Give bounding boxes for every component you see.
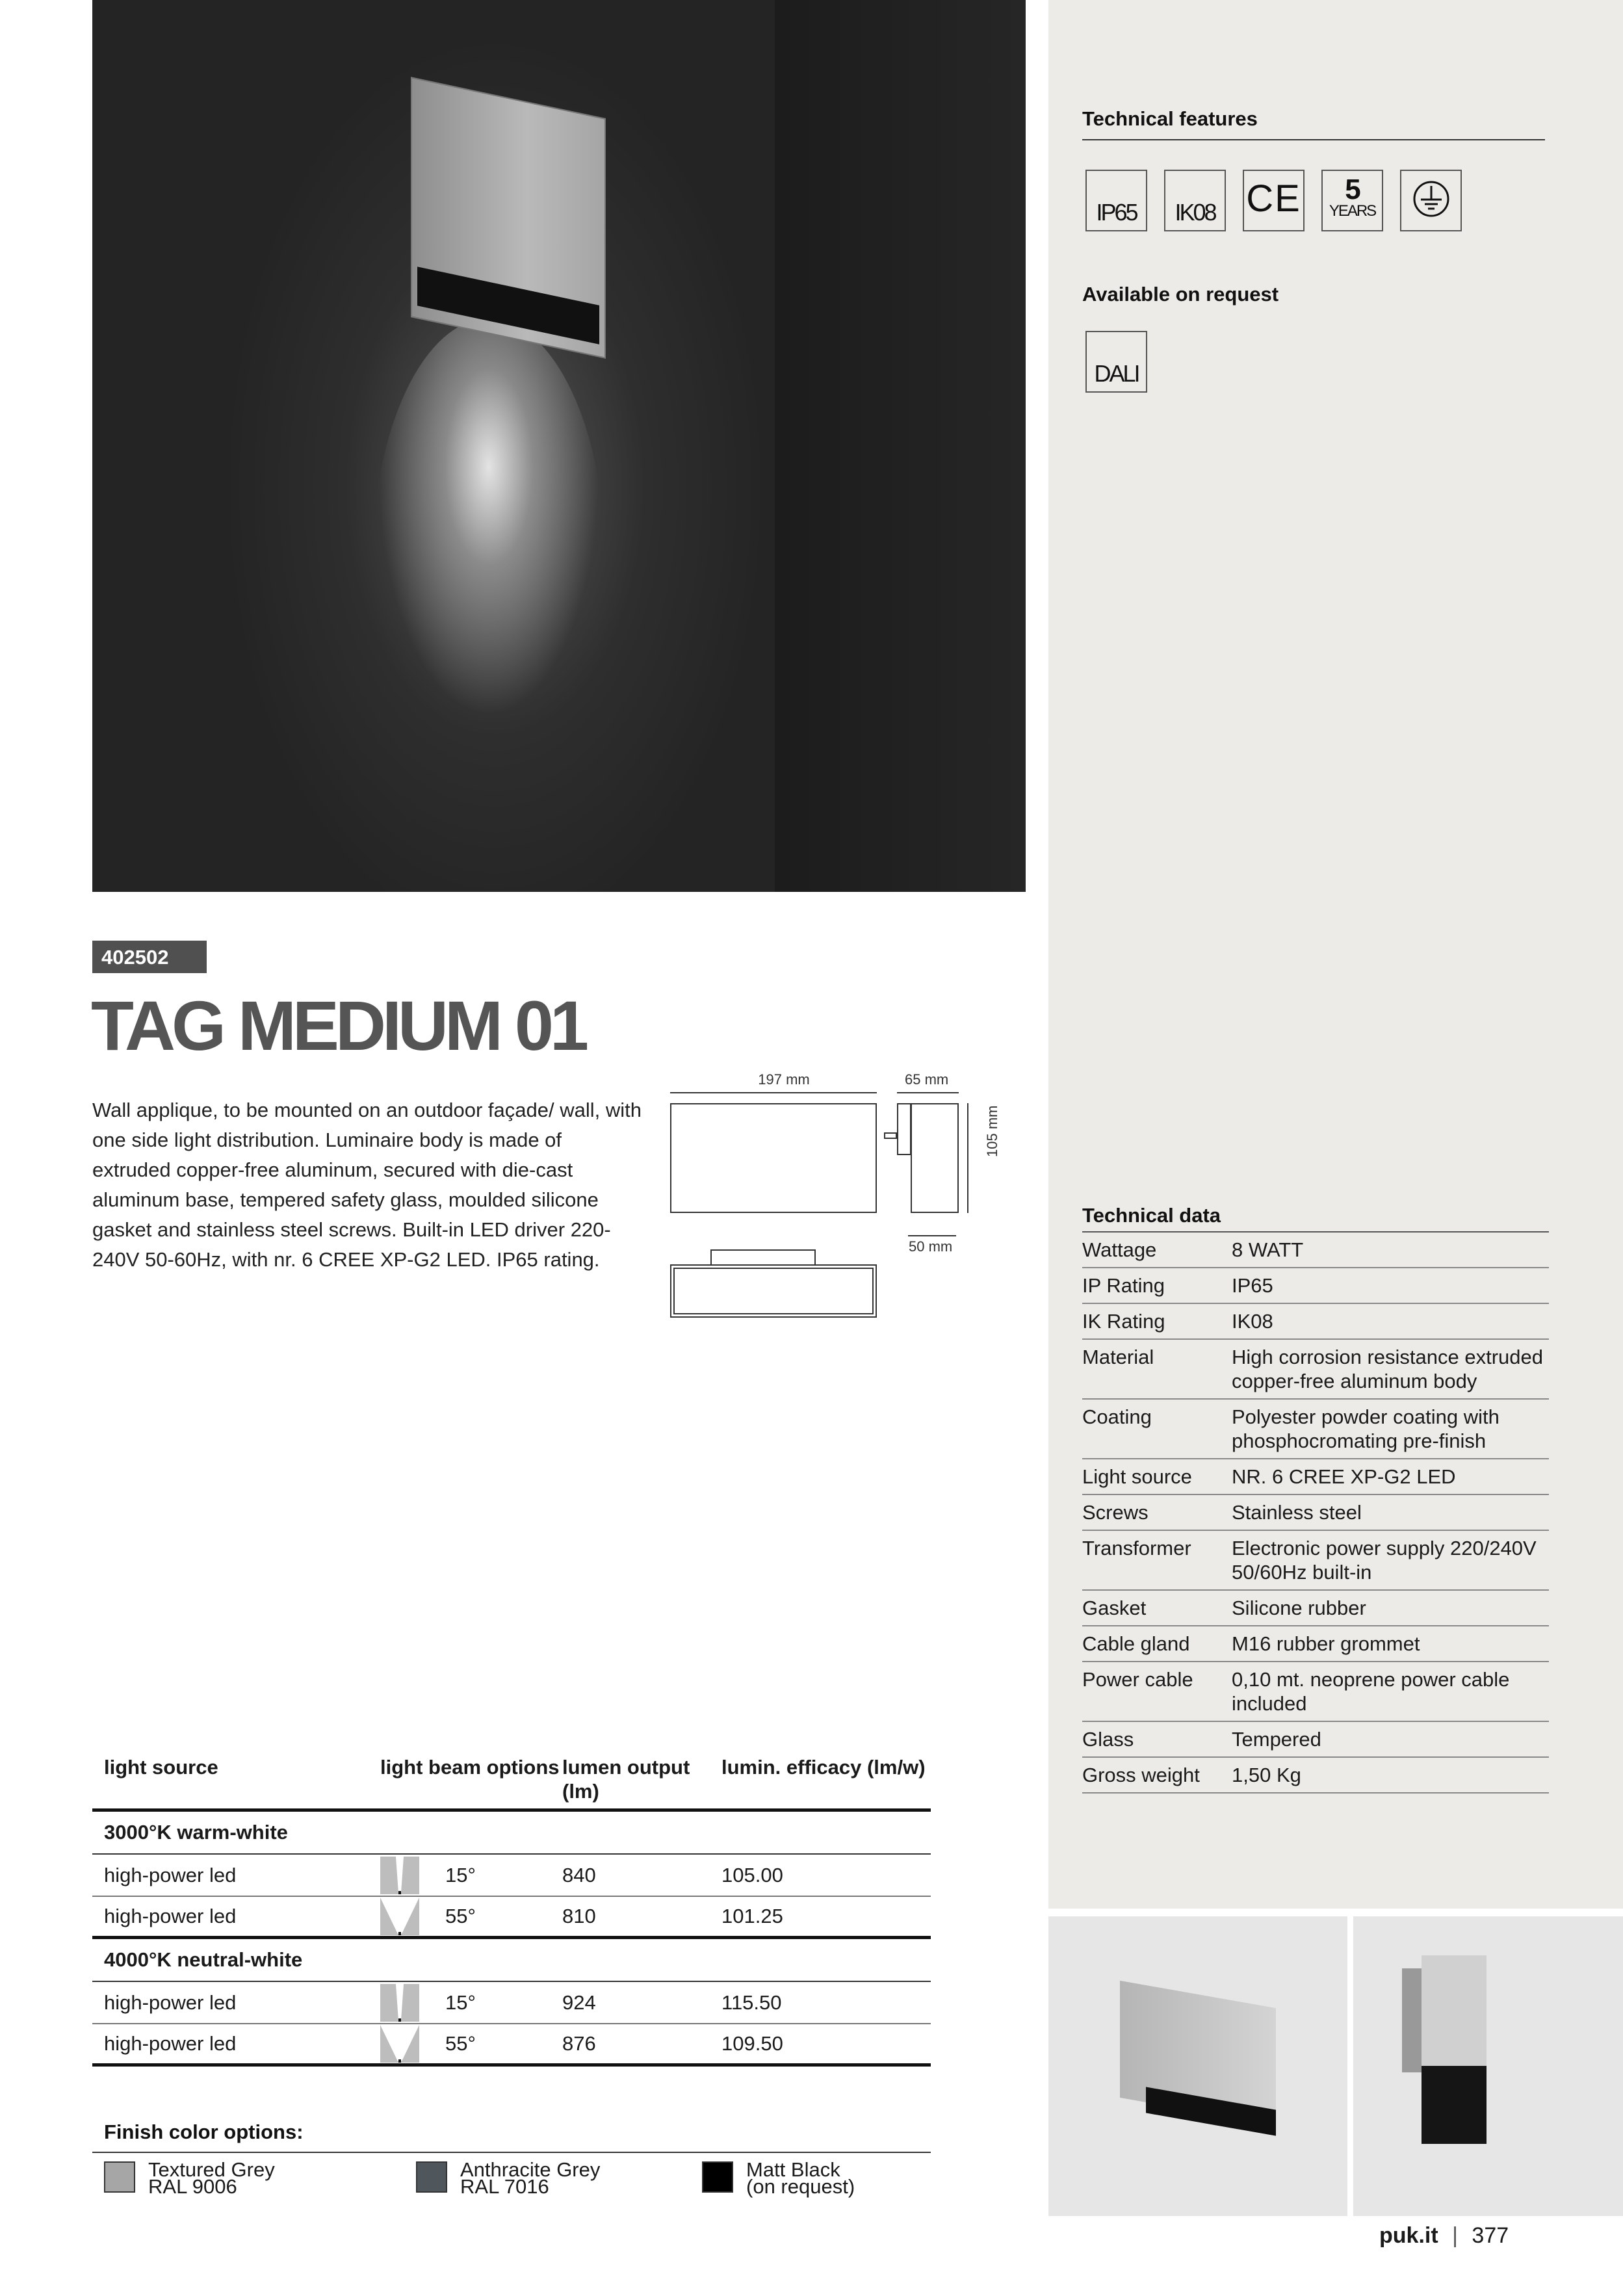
tech-data-key: Light source [1082, 1465, 1192, 1488]
technical-data-table [1082, 1204, 1549, 1794]
tech-data-row [1082, 1662, 1549, 1722]
beam-angle-icon [380, 1898, 419, 1935]
color-swatch [416, 2161, 447, 2193]
width-label: 197 mm [758, 1071, 810, 1088]
luminous-efficacy: 109.50 [721, 2032, 783, 2055]
technical-data-heading: Technical data [1082, 1204, 1549, 1233]
beam-angle: 15° [445, 1990, 476, 2014]
light-source: high-power led [104, 1863, 237, 1886]
lumen-output: 840 [562, 1863, 596, 1886]
tech-data-value: M16 rubber grommet [1232, 1632, 1420, 1655]
table-row [92, 1897, 931, 1939]
tech-data-value: Polyester powder coating with phosphocromating pre-finish [1232, 1405, 1500, 1452]
tech-data-key: Cable gland [1082, 1632, 1190, 1655]
available-on-request-heading: Available on request [1082, 283, 1279, 306]
luminous-efficacy: 101.25 [721, 1905, 783, 1927]
depth-label: 65 mm [905, 1071, 949, 1088]
tech-data-value: IK08 [1232, 1310, 1273, 1333]
luminous-efficacy: 105.00 [721, 1863, 783, 1886]
table-row [92, 1855, 931, 1897]
earth-ground-icon [1400, 170, 1462, 231]
tech-data-key: Screws [1082, 1501, 1149, 1524]
tech-data-value: Silicone rubber [1232, 1597, 1366, 1619]
table-row [92, 2024, 931, 2067]
lumen-output: 810 [562, 1905, 596, 1927]
group-header: 3000°K warm-white [92, 1812, 931, 1855]
color-swatch [104, 2161, 135, 2193]
luminous-efficacy: 115.50 [721, 1990, 782, 2014]
technical-features-heading: Technical features [1082, 107, 1258, 130]
tech-data-value: NR. 6 CREE XP-G2 LED [1232, 1465, 1456, 1488]
beam-angle: 15° [445, 1863, 476, 1886]
light-source: high-power led [104, 1990, 237, 2014]
tech-data-key: Gross weight [1082, 1764, 1200, 1786]
tech-data-row [1082, 1495, 1549, 1531]
tech-data-value: IP65 [1232, 1274, 1273, 1297]
finish-options-heading: Finish color options: [104, 2120, 304, 2143]
tech-data-row [1082, 1400, 1549, 1459]
finish-option: Textured Grey RAL 9006 [104, 2161, 275, 2195]
product-thumbnail-front [1048, 1916, 1347, 2216]
base-label: 50 mm [909, 1238, 953, 1255]
tech-data-value: 0,10 mt. neoprene power cable included [1232, 1668, 1510, 1715]
beam-angle: 55° [445, 1905, 476, 1927]
divider [92, 2152, 931, 2153]
warranty-icon: 5 YEARS [1321, 170, 1383, 231]
table-row [92, 1982, 931, 2024]
product-thumbnail-side [1353, 1916, 1623, 2216]
tech-data-key: Power cable [1082, 1668, 1193, 1691]
finish-option: Matt Black (on request) [702, 2161, 855, 2195]
tech-data-row [1082, 1626, 1549, 1662]
light-source: high-power led [104, 1905, 237, 1927]
tech-data-key: Glass [1082, 1728, 1134, 1751]
tech-data-key: Gasket [1082, 1597, 1147, 1619]
tech-data-key: Transformer [1082, 1537, 1191, 1559]
performance-table [92, 1755, 931, 2067]
ip65-icon: IP65 [1085, 170, 1147, 231]
tech-data-row [1082, 1340, 1549, 1400]
tech-data-value: High corrosion resistance extruded copper-free aluminum body [1232, 1346, 1544, 1392]
tech-data-key: IP Rating [1082, 1274, 1165, 1297]
ce-icon: CE [1243, 170, 1305, 231]
tech-data-value: Electronic power supply 220/240V 50/60Hz built-in [1232, 1537, 1537, 1584]
tech-data-key: Wattage [1082, 1238, 1157, 1261]
tech-data-row [1082, 1459, 1549, 1495]
height-label: 105 mm [984, 1105, 1000, 1157]
site-link[interactable]: puk.it [1379, 2223, 1438, 2248]
dali-icon: DALI [1085, 331, 1147, 393]
page-number: 377 [1472, 2223, 1509, 2248]
product-title: TAG MEDIUM 01 [91, 986, 586, 1065]
tech-data-row [1082, 1304, 1549, 1340]
tech-data-key: IK Rating [1082, 1310, 1165, 1333]
divider [1082, 139, 1545, 140]
ik08-icon: IK08 [1164, 170, 1226, 231]
tech-data-value: Tempered [1232, 1728, 1321, 1751]
tech-data-key: Material [1082, 1346, 1154, 1368]
beam-angle-icon [380, 1857, 419, 1894]
product-code-badge: 402502 [92, 941, 207, 973]
tech-data-value: Stainless steel [1232, 1501, 1362, 1524]
table-header: light source light beam options lumen output (lm) lumin. efficacy (lm/w) [92, 1755, 931, 1812]
group-header: 4000°K neutral-white [92, 1939, 931, 1982]
beam-angle-icon [380, 1984, 419, 2022]
tech-data-row [1082, 1531, 1549, 1591]
beam-angle: 55° [445, 2032, 476, 2055]
light-source: high-power led [104, 2032, 237, 2055]
tech-data-value: 8 WATT [1232, 1238, 1304, 1261]
product-description: Wall applique, to be mounted on an outdoor façade/ wall, with one side light distribution. Luminaire body is made of extruded copper-free aluminum, secured with die-cast aluminum base, tempered safety glass, moulded silicone gasket and stainless steel screws. Built-in LED driver 220-240V 50-60Hz, with nr. 6 CREE XP-G2 LED. IP65 rating. [92, 1099, 642, 1271]
tech-data-value: 1,50 Kg [1232, 1764, 1301, 1786]
finish-option: Anthracite Grey RAL 7016 [416, 2161, 600, 2195]
lumen-output: 924 [562, 1990, 596, 2014]
beam-angle-icon [380, 2025, 419, 2063]
footer: puk.it | 377 [1379, 2223, 1509, 2248]
tech-data-row [1082, 1268, 1549, 1304]
tech-data-row [1082, 1758, 1549, 1794]
tech-data-key: Coating [1082, 1405, 1152, 1428]
tech-data-row [1082, 1591, 1549, 1626]
tech-data-row [1082, 1233, 1549, 1268]
dimension-drawing [669, 1066, 1007, 1326]
tech-data-row [1082, 1722, 1549, 1758]
product-photo [92, 0, 1026, 892]
lumen-output: 876 [562, 2032, 596, 2055]
color-swatch [702, 2161, 733, 2193]
